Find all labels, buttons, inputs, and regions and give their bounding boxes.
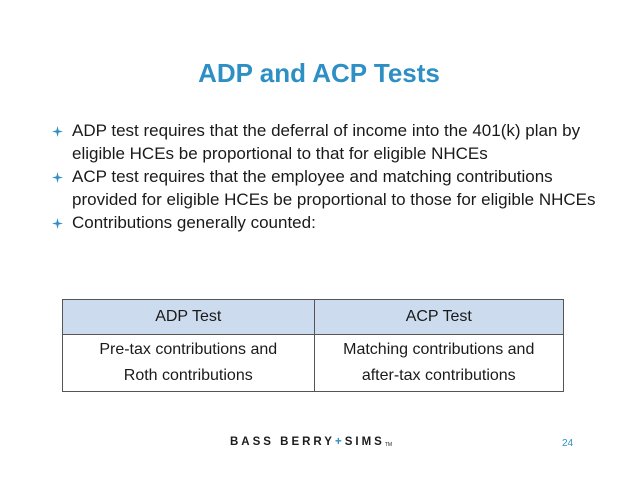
table-row <box>63 335 564 392</box>
logo-trademark: TM <box>384 442 393 448</box>
cell-line: after-tax contributions <box>361 367 516 384</box>
firm-logo <box>230 436 392 448</box>
page-number: 24 <box>562 438 574 449</box>
logo-plus: + <box>334 436 345 448</box>
cell-line: Roth contributions <box>123 367 253 384</box>
slide-title: ADP and ACP Tests <box>198 58 440 88</box>
bullet-text: Contributions generally counted: <box>72 213 316 232</box>
cell-line: Pre-tax contributions and <box>99 341 278 358</box>
table-header-adp: ADP Test <box>63 300 315 335</box>
bullet-text: ACP test requires that the employee and matching contributions provided for eligible HCEs be proportional to those for eligible NHCEs <box>72 167 596 209</box>
bullet-item <box>52 212 597 235</box>
four-point-star-icon <box>52 172 63 183</box>
table-cell-adp <box>63 335 315 392</box>
table-header-acp: ACP Test <box>314 300 564 335</box>
four-point-star-icon <box>52 218 63 229</box>
bullet-list <box>52 120 597 236</box>
table-header-row <box>63 300 564 335</box>
bullet-item <box>52 120 597 165</box>
logo-text-right: SIMS <box>344 436 385 448</box>
slide-footer <box>0 436 638 456</box>
bullet-item <box>52 166 597 211</box>
logo-text-left: BASS BERRY <box>230 436 335 448</box>
table-cell-acp <box>314 335 564 392</box>
cell-line: Matching contributions and <box>343 341 535 358</box>
bullet-text: ADP test requires that the deferral of income into the 401(k) plan by eligible HCEs be proportional to that for eligible NHCEs <box>72 121 581 163</box>
contributions-table <box>62 299 564 392</box>
four-point-star-icon <box>52 126 63 137</box>
